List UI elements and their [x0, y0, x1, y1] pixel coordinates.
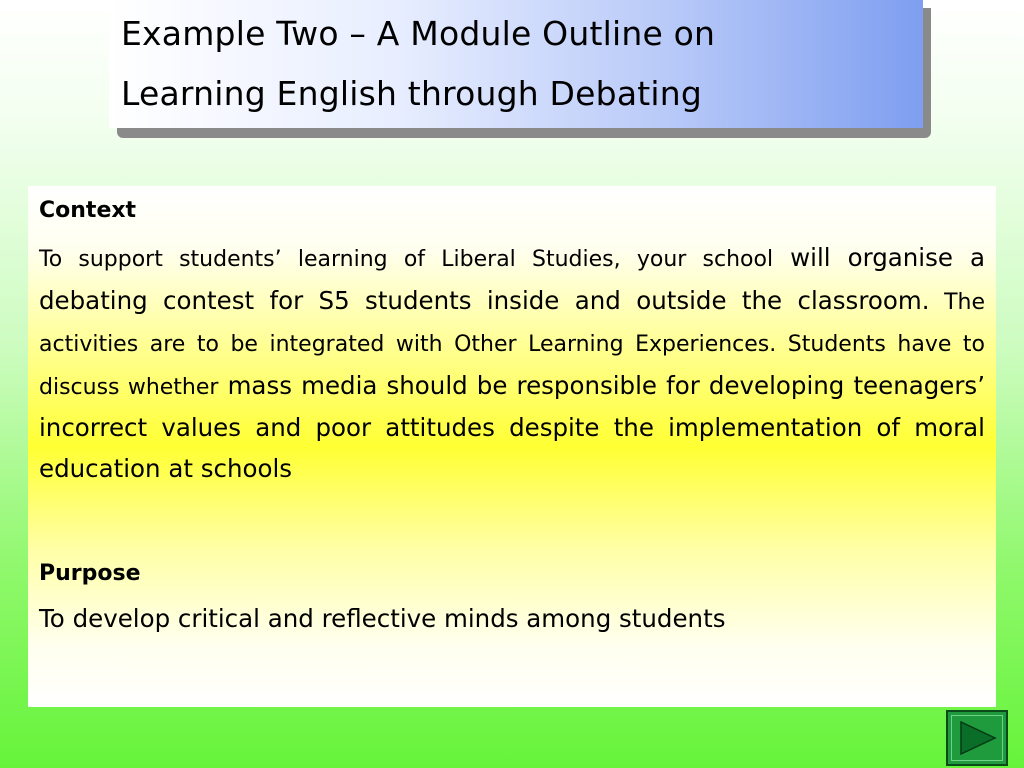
content-box: [28, 186, 996, 707]
slide-title-box: [109, 0, 923, 128]
context-text-part-4: mass media should be responsible for developing teenagers’ incorrect values and poor attitudes despite the implementation of moral education at schools: [39, 370, 985, 483]
next-slide-button-inner: [951, 715, 1003, 761]
context-text-part-1: To support students’ learning of Liberal Studies, your school: [39, 247, 774, 272]
slide-title-line-1: Example Two – A Module Outline on: [121, 14, 716, 53]
slide-title-line-2: Learning English through Debating: [121, 74, 703, 113]
next-slide-button[interactable]: [946, 710, 1008, 766]
context-text-part-3: The activities are to be integrated with Other Learning Experiences. Students have to discuss whether: [39, 289, 985, 400]
purpose-heading: Purpose: [39, 561, 141, 586]
context-heading: Context: [39, 198, 137, 223]
context-text: [39, 238, 985, 489]
play-triangle-icon: [957, 720, 997, 756]
context-text-part-2: will organise a debating contest for S5 students inside and outside the classroom.: [39, 243, 985, 315]
purpose-text: To develop critical and reflective minds among students: [39, 604, 726, 633]
